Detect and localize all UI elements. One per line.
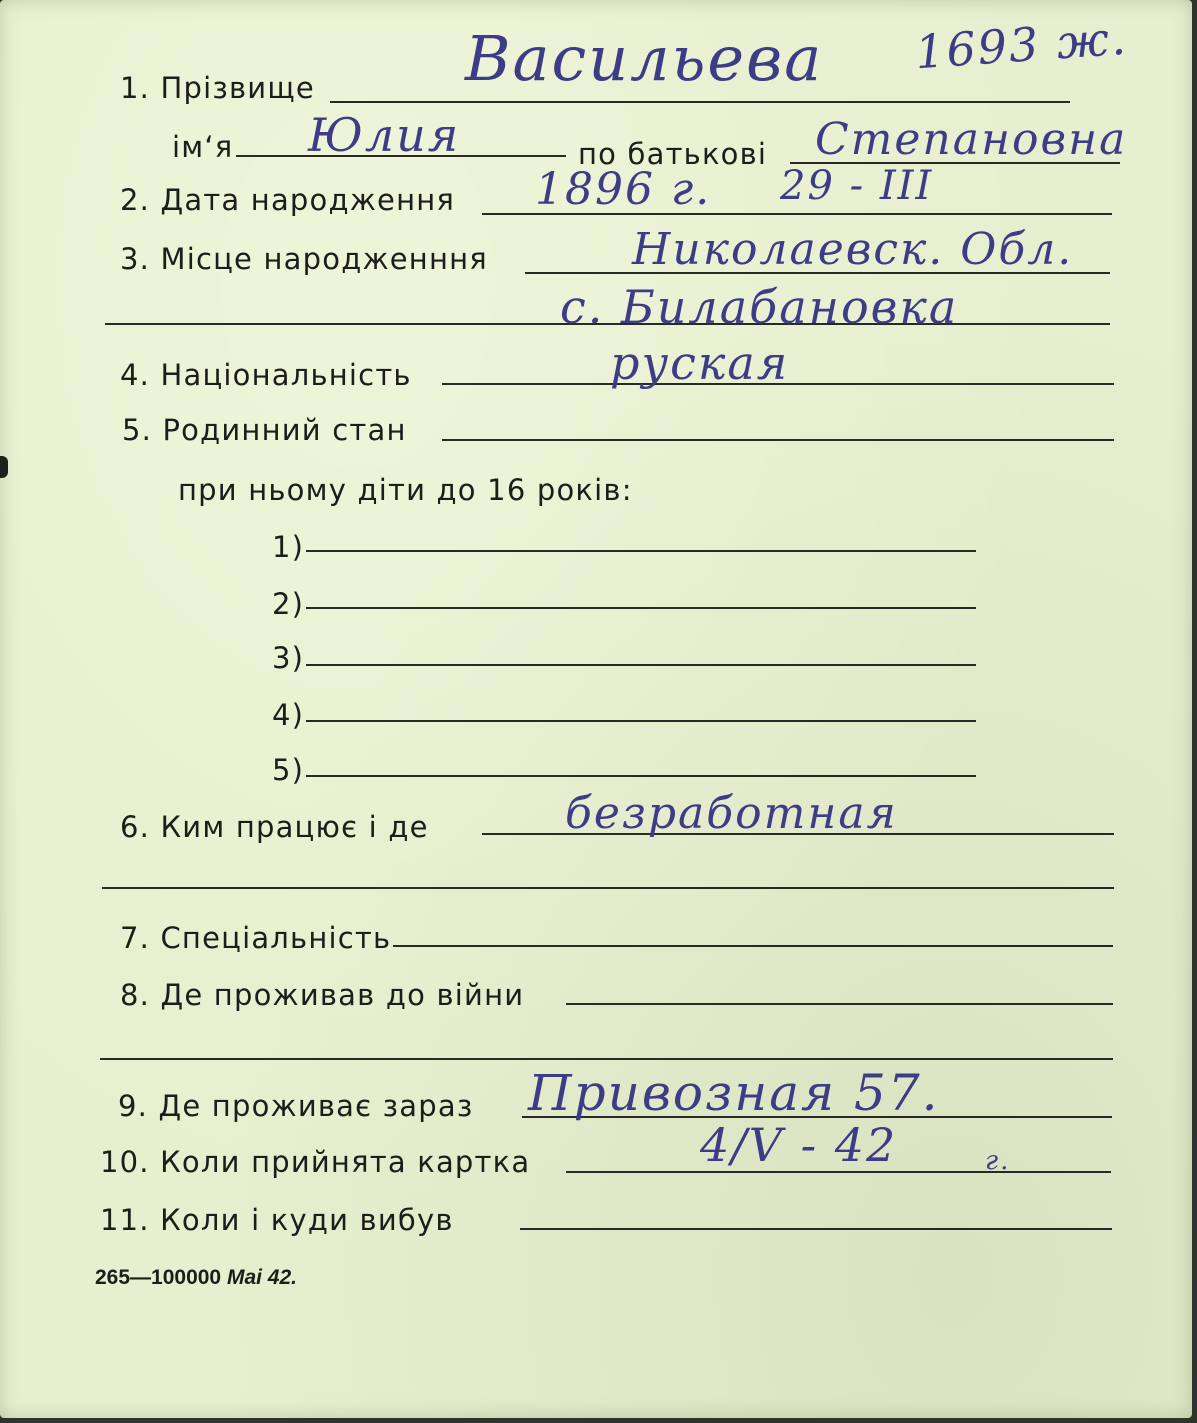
prewar-residence-line [566,1003,1113,1005]
card-accepted-label: 10. Коли прийнята картка [100,1145,531,1179]
first-name-handwriting: Юлия [308,108,461,162]
birth-day-handwriting: 29 - III [780,163,934,209]
child-4-label: 4) [272,698,305,732]
birth-village-handwriting: с. Билабановка [560,280,959,334]
children-label: при ньому діти до 16 років: [178,473,633,507]
nationality-label: 4. Національність [120,358,412,392]
specialty-label: 7. Спеціальність [120,921,392,955]
nationality-handwriting: руская [610,336,790,390]
child-5-label: 5) [272,753,305,787]
child-1-line [306,550,976,552]
surname-handwriting: Васильева [465,22,824,95]
child-4-line [306,720,976,722]
birth-region-handwriting: Николаевск. Обл. [632,224,1074,275]
surname-label: 1. Прізвище [120,71,315,105]
footer-print-number: 265—100000 [95,1266,222,1289]
specialty-line [393,945,1113,947]
departure-line [520,1228,1112,1230]
occupation-label: 6. Ким працює і де [120,810,429,844]
prewar-residence-label: 8. Де проживав до війни [120,978,525,1012]
current-address-handwriting: Привозная 57. [528,1064,940,1122]
child-1-label: 1) [272,530,305,564]
current-residence-label: 9. Де проживає зараз [118,1089,474,1123]
card-date-suffix-handwriting: г. [985,1146,1011,1176]
child-2-line [306,607,976,609]
footer-print-date: Mai 42. [226,1266,298,1289]
patronymic-handwriting: Степановна [815,114,1128,165]
departure-label: 11. Коли і куди вибув [100,1203,454,1237]
patronymic-label: по батькові [578,137,768,171]
card-date-handwriting: 4/V - 42 [700,1118,898,1172]
child-5-line [306,775,976,777]
surname-line [330,101,1070,103]
child-3-label: 3) [272,641,305,675]
child-2-label: 2) [272,587,305,621]
marital-status-label: 5. Родинний стан [122,413,407,447]
birth-date-label: 2. Дата народження [120,183,456,217]
marital-status-line [442,439,1114,441]
first-name-label: ім‘я [172,130,234,164]
print-footer [95,1267,297,1288]
occupation-handwriting: безработная [565,788,898,839]
card-number-handwriting: 1693 ж. [913,10,1130,80]
child-3-line [306,664,976,666]
prewar-residence-line-2 [100,1058,1113,1060]
pin-hole-mark [0,456,8,478]
birth-place-label: 3. Місце народженння [120,242,488,276]
birth-year-handwriting: 1896 г. [535,164,712,215]
occupation-line-2 [102,887,1114,889]
